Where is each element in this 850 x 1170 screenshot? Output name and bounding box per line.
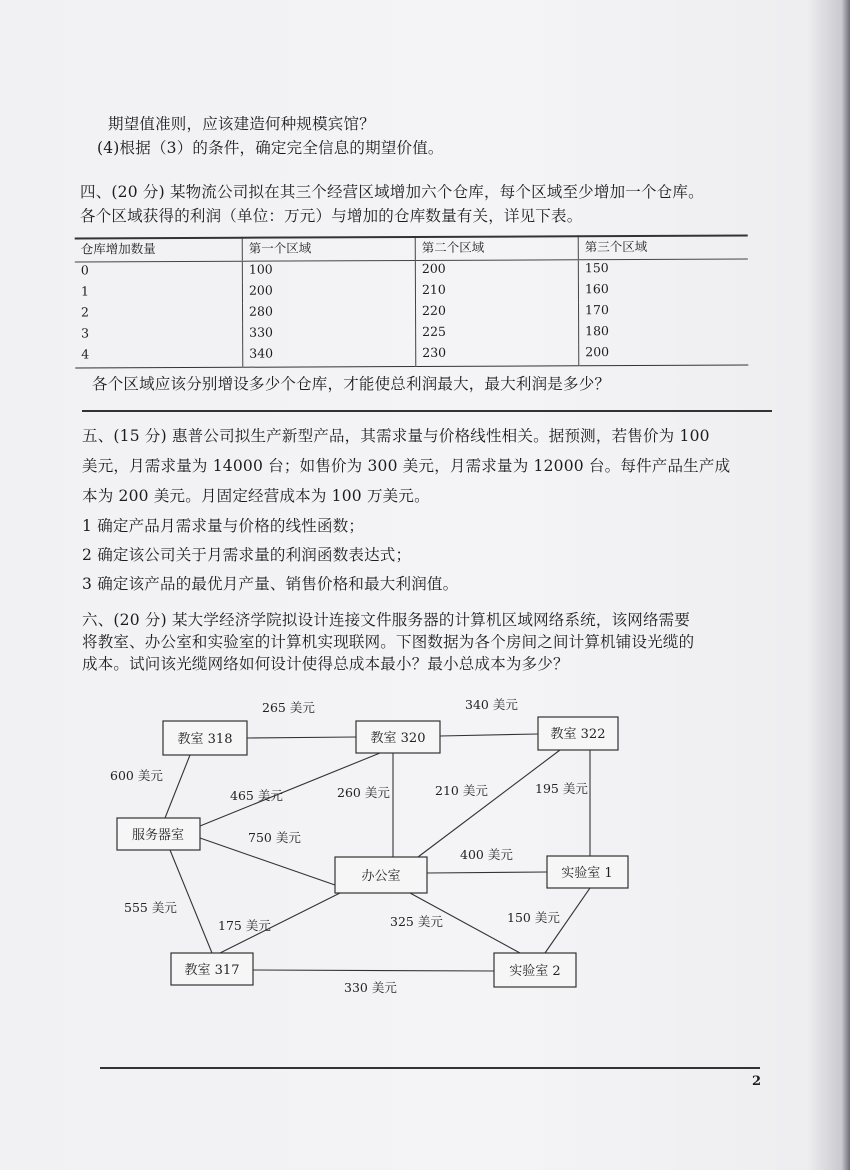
cell: 4 xyxy=(81,346,90,362)
cell: 200 xyxy=(242,282,415,304)
edge-office-c322 xyxy=(418,750,560,857)
cell: 210 xyxy=(415,281,578,303)
q5-text-line3: 本为 200 美元。月固定经营成本为 100 万美元。 xyxy=(82,487,430,505)
cell: 230 xyxy=(416,344,579,366)
cell: 100 xyxy=(242,260,415,282)
cost-label: 340 美元 xyxy=(465,697,518,712)
cell: 200 xyxy=(579,344,749,366)
edge-office-lab1 xyxy=(427,872,547,873)
q5-text-line2: 美元，月需求量为 14000 台；如售价为 300 美元，月需求量为 12000 台。每件产品生产成 xyxy=(82,457,731,475)
cell: 3 xyxy=(81,325,90,341)
cost-label: 465 美元 xyxy=(230,788,283,803)
q3-text-line1: 期望值准则，应该建造何种规模宾馆？ xyxy=(108,115,375,133)
edges xyxy=(165,734,590,971)
edge-server-office xyxy=(200,838,335,885)
header-cell: 第三个区域 xyxy=(578,236,748,260)
footer-rule xyxy=(100,1067,760,1069)
node-label: 教室 318 xyxy=(177,732,233,747)
cell: 2 xyxy=(81,304,90,320)
q5-item-3: 3 确定该产品的最优月产量、销售价格和最大利润值。 xyxy=(82,575,459,593)
page-number: 2 xyxy=(752,1074,762,1089)
edge-c317-lab2 xyxy=(253,970,494,971)
q4-text-line2: 各个区域获得的利润（单位：万元）与增加的仓库数量有关，详见下表。 xyxy=(80,207,583,225)
cell: 330 xyxy=(243,324,416,346)
header-cell: 第二个区域 xyxy=(415,236,578,260)
cost-label: 260 美元 xyxy=(337,785,390,800)
header-cell: 仓库增加数量 xyxy=(75,238,243,262)
cell: 220 xyxy=(416,302,579,324)
cell: 150 xyxy=(578,259,748,281)
cell: 340 xyxy=(243,345,416,367)
header-cell: 第一个区域 xyxy=(242,237,415,261)
q4-text-line1: 四、(20 分) 某物流公司拟在其三个经营区域增加六个仓库，每个区域至少增加一个仓库。 xyxy=(80,183,704,201)
node-label: 教室 317 xyxy=(184,963,240,978)
cell: 1 xyxy=(80,283,89,299)
node-label: 实验室 2 xyxy=(509,964,561,979)
cost-label: 400 美元 xyxy=(460,847,513,862)
q3-text-line2: (4)根据（3）的条件，确定完全信息的期望价值。 xyxy=(97,139,444,157)
cost-label: 330 美元 xyxy=(344,980,397,995)
q5-item-1: 1 确定产品月需求量与价格的线性函数； xyxy=(82,517,365,535)
cell: 200 xyxy=(415,260,578,282)
cost-label: 555 美元 xyxy=(124,900,177,915)
cost-label: 325 美元 xyxy=(390,914,443,929)
q4-question: 各个区域应该分别增设多少个仓库，才能使总利润最大，最大利润是多少？ xyxy=(92,375,611,393)
cost-label: 265 美元 xyxy=(262,700,315,715)
cell: 0 xyxy=(80,262,89,278)
cost-label: 600 美元 xyxy=(110,768,163,783)
cell: 160 xyxy=(578,281,748,303)
cost-label: 750 美元 xyxy=(248,830,301,845)
cost-label: 210 美元 xyxy=(435,783,488,798)
q6-text-line2: 将教室、办公室和实验室的计算机实现联网。下图数据为各个房间之间计算机铺设光缆的 xyxy=(82,633,695,651)
cost-label: 150 美元 xyxy=(507,910,560,925)
edge-c318-server xyxy=(165,755,190,818)
cell: 225 xyxy=(416,323,579,345)
cost-label: 175 美元 xyxy=(218,918,271,933)
node-label: 实验室 1 xyxy=(561,866,613,881)
q5-text-line1: 五、(15 分) 惠普公司拟生产新型产品，其需求量与价格线性相关。据预测，若售价为 100 xyxy=(82,427,710,445)
cell: 170 xyxy=(579,302,749,324)
node-label: 教室 320 xyxy=(370,731,426,746)
q5-item-2: 2 确定该公司关于月需求量的利润函数表达式； xyxy=(82,546,412,564)
cost-label: 195 美元 xyxy=(535,781,588,796)
edge-c320-c322 xyxy=(440,734,538,736)
q6-text-line1: 六、(20 分) 某大学经济学院拟设计连接文件服务器的计算机区域网络系统，该网络需要 xyxy=(82,611,691,629)
cell: 180 xyxy=(579,323,749,345)
cell: 280 xyxy=(243,303,416,325)
nodes xyxy=(117,717,628,987)
q6-text-line3: 成本。试问该光缆网络如何设计使得总成本最小？最小总成本为多少？ xyxy=(82,655,569,673)
edge-c318-c320 xyxy=(247,737,356,738)
node-label: 教室 322 xyxy=(550,727,606,742)
node-label: 办公室 xyxy=(361,869,401,884)
node-label: 服务器室 xyxy=(131,828,185,843)
